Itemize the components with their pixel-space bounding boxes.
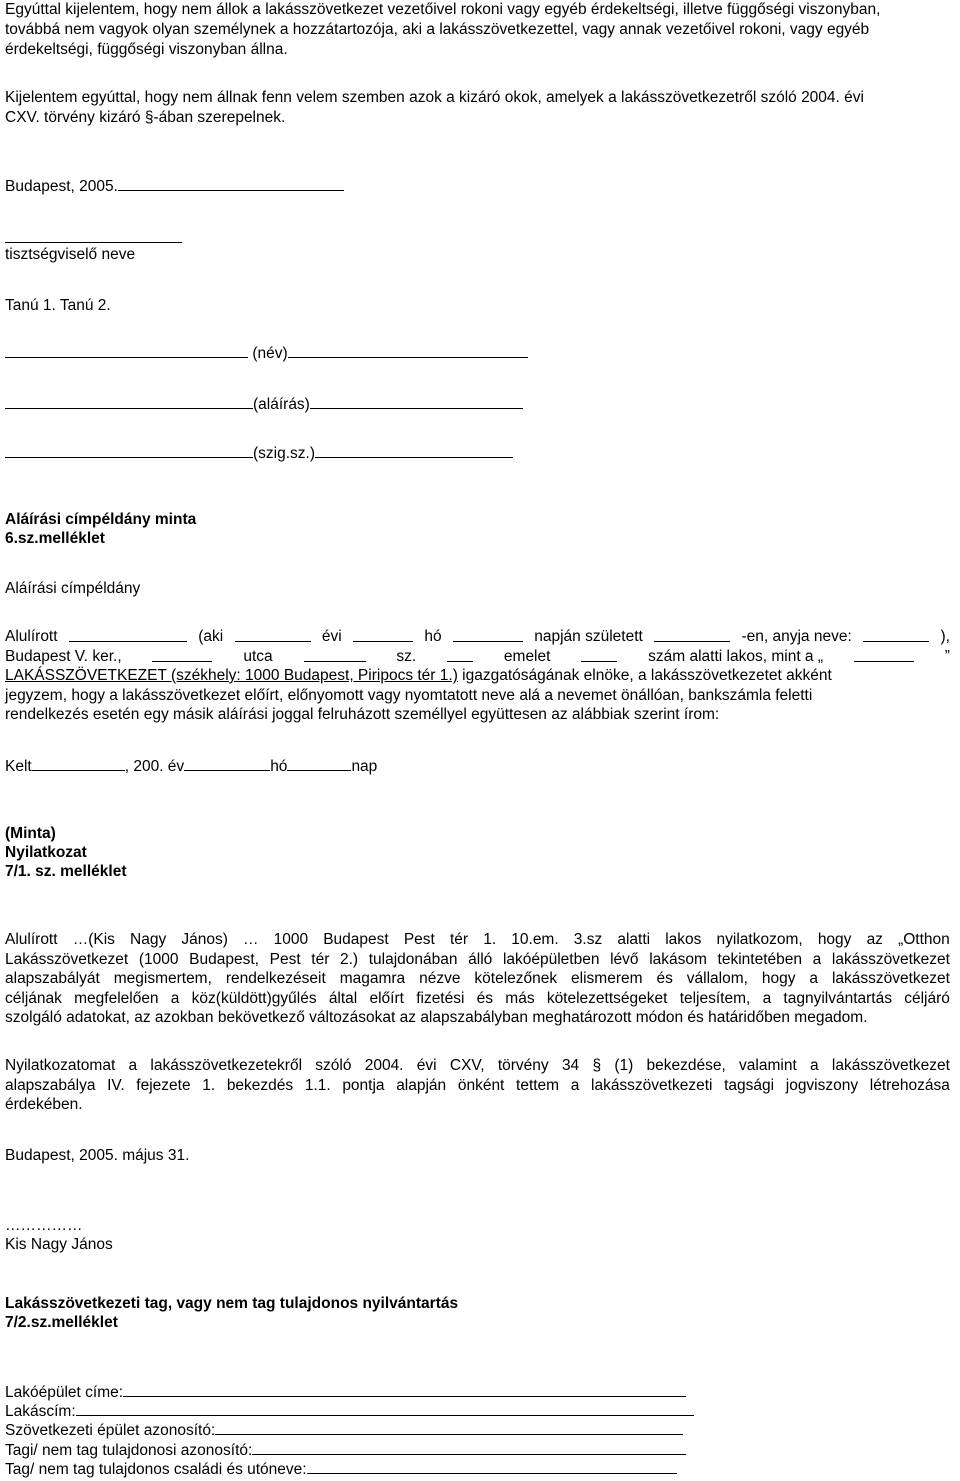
word: alapszabályát [5, 970, 100, 987]
witness-id-line [5, 443, 513, 463]
word: a [570, 1076, 580, 1094]
month-blank [287, 756, 351, 771]
declaration-row [5, 1008, 950, 1028]
sample-label: (Minta) [5, 825, 56, 842]
number-blank [304, 647, 366, 662]
word: alapján [396, 1076, 447, 1094]
word: Nagy [130, 931, 167, 948]
form-row: Budapest V. ker., utca sz. emelet szám alatti lakos, mint a „ ” [5, 647, 950, 665]
word: 1. [483, 931, 497, 948]
declaration-row [5, 930, 950, 950]
birthplace-blank [235, 627, 311, 642]
word: lakos [665, 931, 702, 948]
word: tagsági [724, 1076, 775, 1094]
word: 3.sz [573, 931, 603, 948]
annex-ref-7-1: 7/1. sz. melléklet [5, 863, 127, 880]
section-title-signature-sample: Aláírási címpéldány minta [5, 511, 197, 528]
form-row: jegyzem, hogy a lakásszövetkezet előírt, előnyomott vagy nyomtatott neve alá a nevemet önállóan, bankszámla feletti [5, 686, 813, 704]
word: …(Kis [72, 931, 115, 948]
floor-blank [447, 647, 473, 662]
witness1-signature-blank [5, 394, 253, 409]
annex-ref-6: 6.sz.melléklet [5, 530, 105, 547]
word: álló [468, 950, 493, 968]
word: (1000 [138, 950, 179, 968]
word: nyilatkozom, [716, 931, 803, 948]
mother-name-blank [863, 627, 929, 642]
witness2-signature-blank [310, 394, 523, 409]
text-line: továbbá nem vagyok olyan személynek a hozzátartozója, aki a lakásszövetkezettel, vagy annak vezetőivel rokoni, vagy egyéb [5, 21, 870, 38]
street-blank [152, 647, 212, 662]
word: köz(küldött)gyűlés [191, 989, 317, 1007]
member-name-blank [307, 1459, 677, 1474]
word: Budapest [323, 931, 389, 948]
word: § [592, 1057, 602, 1074]
door-blank [581, 647, 617, 662]
word: lakásszövetkezet [831, 950, 950, 968]
section-subtitle: Aláírási címpéldány [5, 580, 141, 597]
word: törvény [497, 1057, 549, 1074]
word: érdekében. [5, 1096, 83, 1113]
member-id-blank [252, 1440, 686, 1455]
word: bekezdés [226, 1076, 294, 1094]
word: lakásom [649, 950, 707, 968]
word: szóló [315, 1057, 352, 1074]
word: tér [449, 931, 469, 948]
word: János) [181, 931, 228, 948]
word: lakásszövetkezet [831, 1057, 950, 1074]
word: rendelkezéseit [225, 970, 326, 987]
witness1-name-blank [5, 343, 248, 358]
text-line: Egyúttal kijelentem, hogy nem állok a lakásszövetkezet vezetőivel rokoni vagy egyéb érdekeltségi, illetve függőségi viszonyban, [5, 1, 881, 18]
declaration-row [5, 1095, 950, 1115]
word: a [170, 989, 180, 1007]
word: IV. [107, 1076, 125, 1094]
word: hogy [761, 970, 796, 987]
word: a [809, 970, 819, 987]
word: „Otthon [898, 931, 950, 948]
word: nézve [419, 970, 461, 987]
word: 2004. [364, 1057, 404, 1074]
word: 1.1. [304, 1076, 331, 1094]
word: a [812, 950, 822, 968]
name-caption: (név) [252, 345, 288, 362]
word: megfelelően [74, 989, 159, 1007]
section-title-registry: Lakásszövetkezeti tag, vagy nem tag tulajdonos nyilvántartás [5, 1295, 459, 1312]
officer-signature-blank [5, 228, 182, 243]
word: lévő [610, 950, 639, 968]
text-line: CXV. törvény kizáró §-ában szerepelnek. [5, 109, 286, 126]
word: 1000 [273, 931, 309, 948]
word: 10.em. [511, 931, 559, 948]
witness-signature-line [5, 394, 523, 414]
word: … [242, 931, 259, 948]
declaration-paragraph [5, 930, 950, 1028]
word: tagnyilvántartás [783, 989, 892, 1007]
word: vállalom, [686, 970, 748, 987]
word: évi [416, 1057, 437, 1074]
word: pontja [342, 1076, 385, 1094]
coop-name-blank [854, 647, 914, 662]
word: (1) [614, 1057, 634, 1074]
word: kötelezettségeket [546, 989, 668, 1007]
section-title-declaration: Nyilatkozat [5, 844, 87, 861]
word: valamint [739, 1057, 797, 1074]
text-line: érdekeltségi, függőségi viszonyban állna. [5, 41, 288, 58]
word: 34 [561, 1057, 580, 1074]
name-blank [69, 627, 187, 642]
word: lakásszövetkezeti [591, 1076, 713, 1094]
building-address-blank [123, 1382, 686, 1397]
declaration-row [5, 1056, 950, 1076]
word: teljesítem, [679, 989, 751, 1007]
annex-ref-7-2: 7/2.sz.melléklet [5, 1314, 118, 1331]
declaration-row [5, 969, 950, 989]
word: megismertem, [113, 970, 212, 987]
witness-name-line [5, 343, 528, 363]
word: alatti [617, 931, 651, 948]
witnesses-label: Tanú 1. Tanú 2. [5, 297, 111, 314]
word: előírt [369, 989, 404, 1007]
kelt-line: Kelt , 200. év hó nap [5, 758, 378, 775]
declaration-row [5, 950, 950, 970]
word: lakásszövetkezetekről [150, 1057, 303, 1074]
witness2-id-blank [315, 443, 513, 458]
year-blank [353, 627, 413, 642]
month-blank [453, 627, 523, 642]
word: a [762, 989, 772, 1007]
word: a [810, 1057, 819, 1074]
word: lakóépületben [502, 950, 600, 968]
word: tettem [516, 1076, 560, 1094]
field-member-name: Tag/ nem tag tulajdonos családi és utóneve: [5, 1459, 677, 1479]
building-id-blank [215, 1420, 683, 1435]
word: létrehozása [869, 1076, 950, 1094]
word: elismerem [571, 970, 643, 987]
place-date-line [5, 176, 344, 196]
form-row: LAKÁSSZÖVETKEZET (székhely: 1000 Budapest, Piripocs tér 1.) igazgatóságának elnöke, a lakásszövetkezetet akként [5, 667, 832, 684]
place-date-label: Budapest, 2005. [5, 178, 118, 195]
field-member-id: Tagi/ nem tag tulajdonosi azonosító: [5, 1440, 686, 1460]
word: Pest [269, 950, 301, 968]
year-blank [184, 756, 270, 771]
signer-name: Kis Nagy János [5, 1236, 113, 1253]
word: kötelezőnek [474, 970, 558, 987]
word: Nyilatkozatomat [5, 1057, 116, 1074]
text-line: Kijelentem egyúttal, hogy nem állnak fenn velem szemben azok a kizáró okok, amelyek a lakásszövetkezetről szóló 2004. évi [5, 89, 864, 106]
word: által [328, 989, 358, 1007]
field-building-address: Lakóépület címe: [5, 1382, 686, 1402]
word: tér [311, 950, 330, 968]
word: más [505, 989, 535, 1007]
declaration-row [5, 1076, 950, 1096]
signature-form-text [5, 627, 950, 725]
word: Budapest, [189, 950, 259, 968]
word: jogviszony [785, 1076, 859, 1094]
word: fizetési [416, 989, 465, 1007]
declaration-date: Budapest, 2005. május 31. [5, 1147, 190, 1164]
word: Alulírott [5, 931, 58, 948]
word: az [866, 931, 883, 948]
word: Lakásszövetkezet [5, 950, 129, 968]
word: és [656, 970, 673, 987]
word: önként [457, 1076, 505, 1094]
flat-address-blank [76, 1401, 694, 1416]
word: 1. [202, 1076, 216, 1094]
word: a [128, 1057, 138, 1074]
signature-dots: …………… [5, 1217, 83, 1234]
word: céljának [5, 989, 62, 1007]
word: hogy [817, 931, 852, 948]
field-flat-address: Lakáscím: [5, 1401, 694, 1421]
word: fejezete [136, 1076, 191, 1094]
form-row: rendelkezés esetén egy másik aláírási joggal felruházott személlyel együttesen az alábbiak szerint írom: [5, 706, 720, 723]
word: szolgáló adatokat, az azokban bekövetkező változásokat az alapszabályban meghatározott módon és határidőben megadom. [5, 1009, 868, 1026]
declaration-legal-paragraph [5, 1056, 950, 1115]
declaration-row [5, 989, 950, 1009]
word: CXV, [449, 1057, 485, 1074]
day-blank [654, 627, 730, 642]
word: bekezdése, [646, 1057, 726, 1074]
word: magamra [339, 970, 406, 987]
witness1-id-blank [5, 443, 253, 458]
date-blank [118, 176, 344, 191]
word: Pest [403, 931, 435, 948]
field-building-id: Szövetkezeti épület azonosító: [5, 1420, 683, 1440]
form-row: Alulírott (aki évi hó napján született -en, anyja neve: ), [5, 628, 950, 645]
id-caption: (szig.sz.) [253, 445, 315, 462]
word: céljáró [904, 989, 950, 1007]
officer-name-label: tisztségviselő neve [5, 246, 136, 263]
word: és [476, 989, 494, 1007]
word: tulajdonában [368, 950, 458, 968]
word: lakásszövetkezet [831, 970, 950, 987]
signature-caption: (aláírás) [253, 396, 310, 413]
place-blank [32, 756, 125, 771]
word: alapszabálya [5, 1076, 96, 1094]
witness2-name-blank [288, 343, 528, 358]
word: 2.) [340, 950, 359, 968]
word: tekintetében [717, 950, 803, 968]
